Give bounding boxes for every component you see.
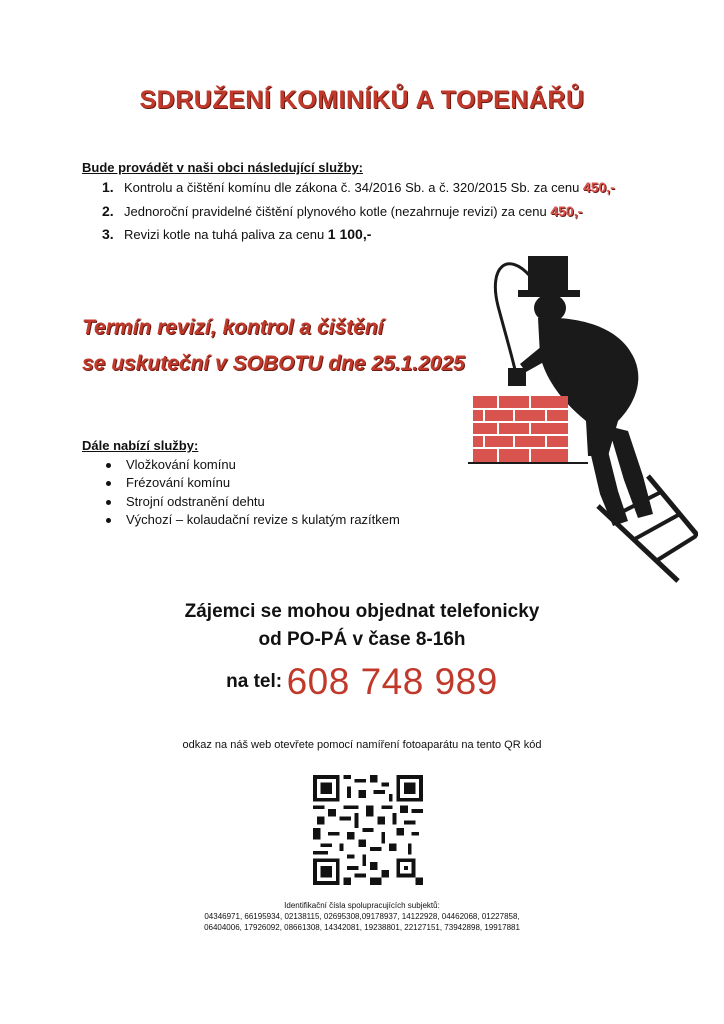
qr-note: odkaz na náš web otevřete pomocí namíření fotoaparátu na tento QR kód (182, 739, 542, 751)
term-line-1: Termín revizí, kontrol a čištění (82, 316, 384, 339)
service-text: Kontrolu a čištění komínu dle zákona č. 34/2016 Sb. a č. 320/2015 Sb. za cenu (124, 180, 583, 195)
service-item-1 (102, 179, 615, 195)
service-price: 450,- (550, 203, 583, 219)
service-number: 1. (102, 179, 114, 195)
qr-code[interactable] (313, 775, 423, 885)
list-item: Frézování komínu (106, 475, 400, 493)
services-intro: Bude provádět v naši obci následující služby: (82, 160, 364, 175)
ids-line-1: 04346971, 66195934, 02138115, 02695308,09178937, 14122928, 04462068, 01227858, (204, 912, 520, 921)
page-title: SDRUŽENÍ KOMINÍKŮ A TOPENÁŘŮ (139, 86, 585, 114)
ids-line-2: 06404006, 17926092, 08661308, 14342081, 19238801, 22127151, 73942898, 19917881 (204, 923, 520, 932)
list-item: Vložkování komínu (106, 457, 400, 475)
term-line-2: se uskuteční v SOBOTU dne 25.1.2025 (82, 352, 465, 375)
chimney-sweep-illustration (468, 246, 698, 586)
contact-line-1: Zájemci se mohou objednat telefonicky (184, 601, 540, 622)
service-price: 450,- (582, 179, 615, 195)
service-item-2 (102, 203, 582, 219)
phone-line (0, 661, 724, 703)
service-text: Jednoroční pravidelné čištění plynového kotle (nezahrnuje revizi) za cenu (124, 204, 551, 219)
other-services-list (106, 457, 400, 530)
service-number: 3. (102, 226, 114, 242)
contact-line-2: od PO-PÁ v čase 8-16h (258, 629, 466, 650)
list-item: Výchozí – kolaudační revize s kulatým razítkem (106, 512, 400, 530)
phone-number[interactable]: 608 748 989 (286, 661, 498, 702)
service-item-3 (102, 226, 371, 242)
service-price: 1 100,- (327, 226, 372, 242)
phone-prefix: na tel: (226, 671, 283, 692)
service-number: 2. (102, 203, 114, 219)
list-item: Strojní odstranění dehtu (106, 494, 400, 512)
other-services-heading: Dále nabízí služby: (82, 438, 199, 453)
ids-heading: Identifikační čísla spolupracujících subjektů: (284, 901, 440, 910)
service-text: Revizi kotle na tuhá paliva za cenu (124, 227, 328, 242)
